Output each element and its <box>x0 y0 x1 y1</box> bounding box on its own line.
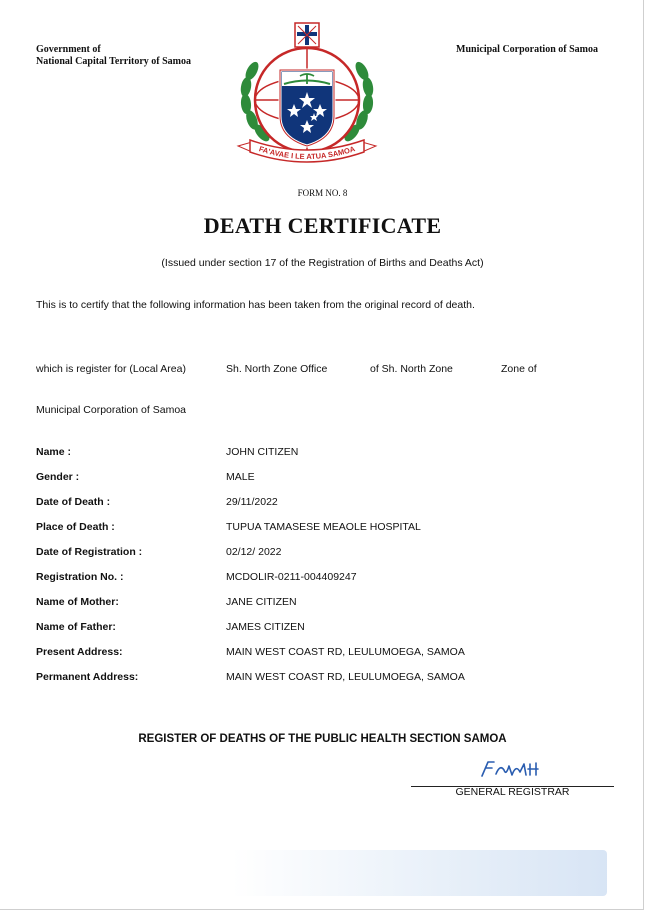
gender-value: MALE <box>226 471 255 483</box>
form-number: FORM NO. 8 <box>297 188 348 198</box>
government-line-2: National Capital Territory of Samoa <box>36 56 191 67</box>
register-heading: REGISTER OF DEATHS OF THE PUBLIC HEALTH SECTION SAMOA <box>138 733 507 745</box>
gender-label: Gender : <box>36 471 80 483</box>
issuing-government <box>36 44 191 68</box>
permanent-address-value: MAIN WEST COAST RD, LEULUMOEGA, SAMOA <box>226 671 465 683</box>
father-name-value: JAMES CITIZEN <box>226 621 305 633</box>
present-address-value: MAIN WEST COAST RD, LEULUMOEGA, SAMOA <box>226 646 465 658</box>
zone-of-label: Zone of <box>501 363 537 375</box>
date-of-registration-label: Date of Registration : <box>36 546 143 558</box>
mother-name-label: Name of Mother: <box>36 596 119 608</box>
mother-name-value: JANE CITIZEN <box>226 596 297 608</box>
place-of-death-label: Place of Death : <box>36 521 115 533</box>
registration-office: Sh. North Zone Office <box>226 363 328 375</box>
registration-zone: of Sh. North Zone <box>370 363 453 375</box>
emblem-motto-text: FA'AVAE I LE ATUA SAMOA <box>257 144 357 162</box>
date-of-death-value: 29/11/2022 <box>226 496 278 508</box>
date-of-registration-value: 02/12/ 2022 <box>226 546 282 558</box>
samoa-coat-of-arms-emblem <box>232 20 382 170</box>
registrar-signature <box>476 758 548 780</box>
name-value: JOHN CITIZEN <box>226 446 299 458</box>
local-area-prefix: which is register for (Local Area) <box>36 363 186 375</box>
registration-number-value: MCDOLIR-0211-004409247 <box>226 571 357 583</box>
father-name-label: Name of Father: <box>36 621 116 633</box>
government-line-1: Government of <box>36 44 101 55</box>
registration-number-label: Registration No. : <box>36 571 124 583</box>
issued-under-statement: (Issued under section 17 of the Registration of Births and Deaths Act) <box>161 257 484 269</box>
municipal-corporation-line: Municipal Corporation of Samoa <box>36 404 186 416</box>
date-of-death-label: Date of Death : <box>36 496 111 508</box>
certificate-title: DEATH CERTIFICATE <box>203 213 442 238</box>
municipal-corporation-header: Municipal Corporation of Samoa <box>456 44 598 55</box>
certification-statement: This is to certify that the following information has been taken from the original record of death. <box>36 299 475 311</box>
place-of-death-value: TUPUA TAMASESE MEAOLE HOSPITAL <box>226 521 421 533</box>
name-label: Name : <box>36 446 72 458</box>
signatory-title: GENERAL REGISTRAR <box>455 786 570 798</box>
permanent-address-label: Permanent Address: <box>36 671 139 683</box>
present-address-label: Present Address: <box>36 646 123 658</box>
faint-stamp-watermark <box>232 850 607 896</box>
